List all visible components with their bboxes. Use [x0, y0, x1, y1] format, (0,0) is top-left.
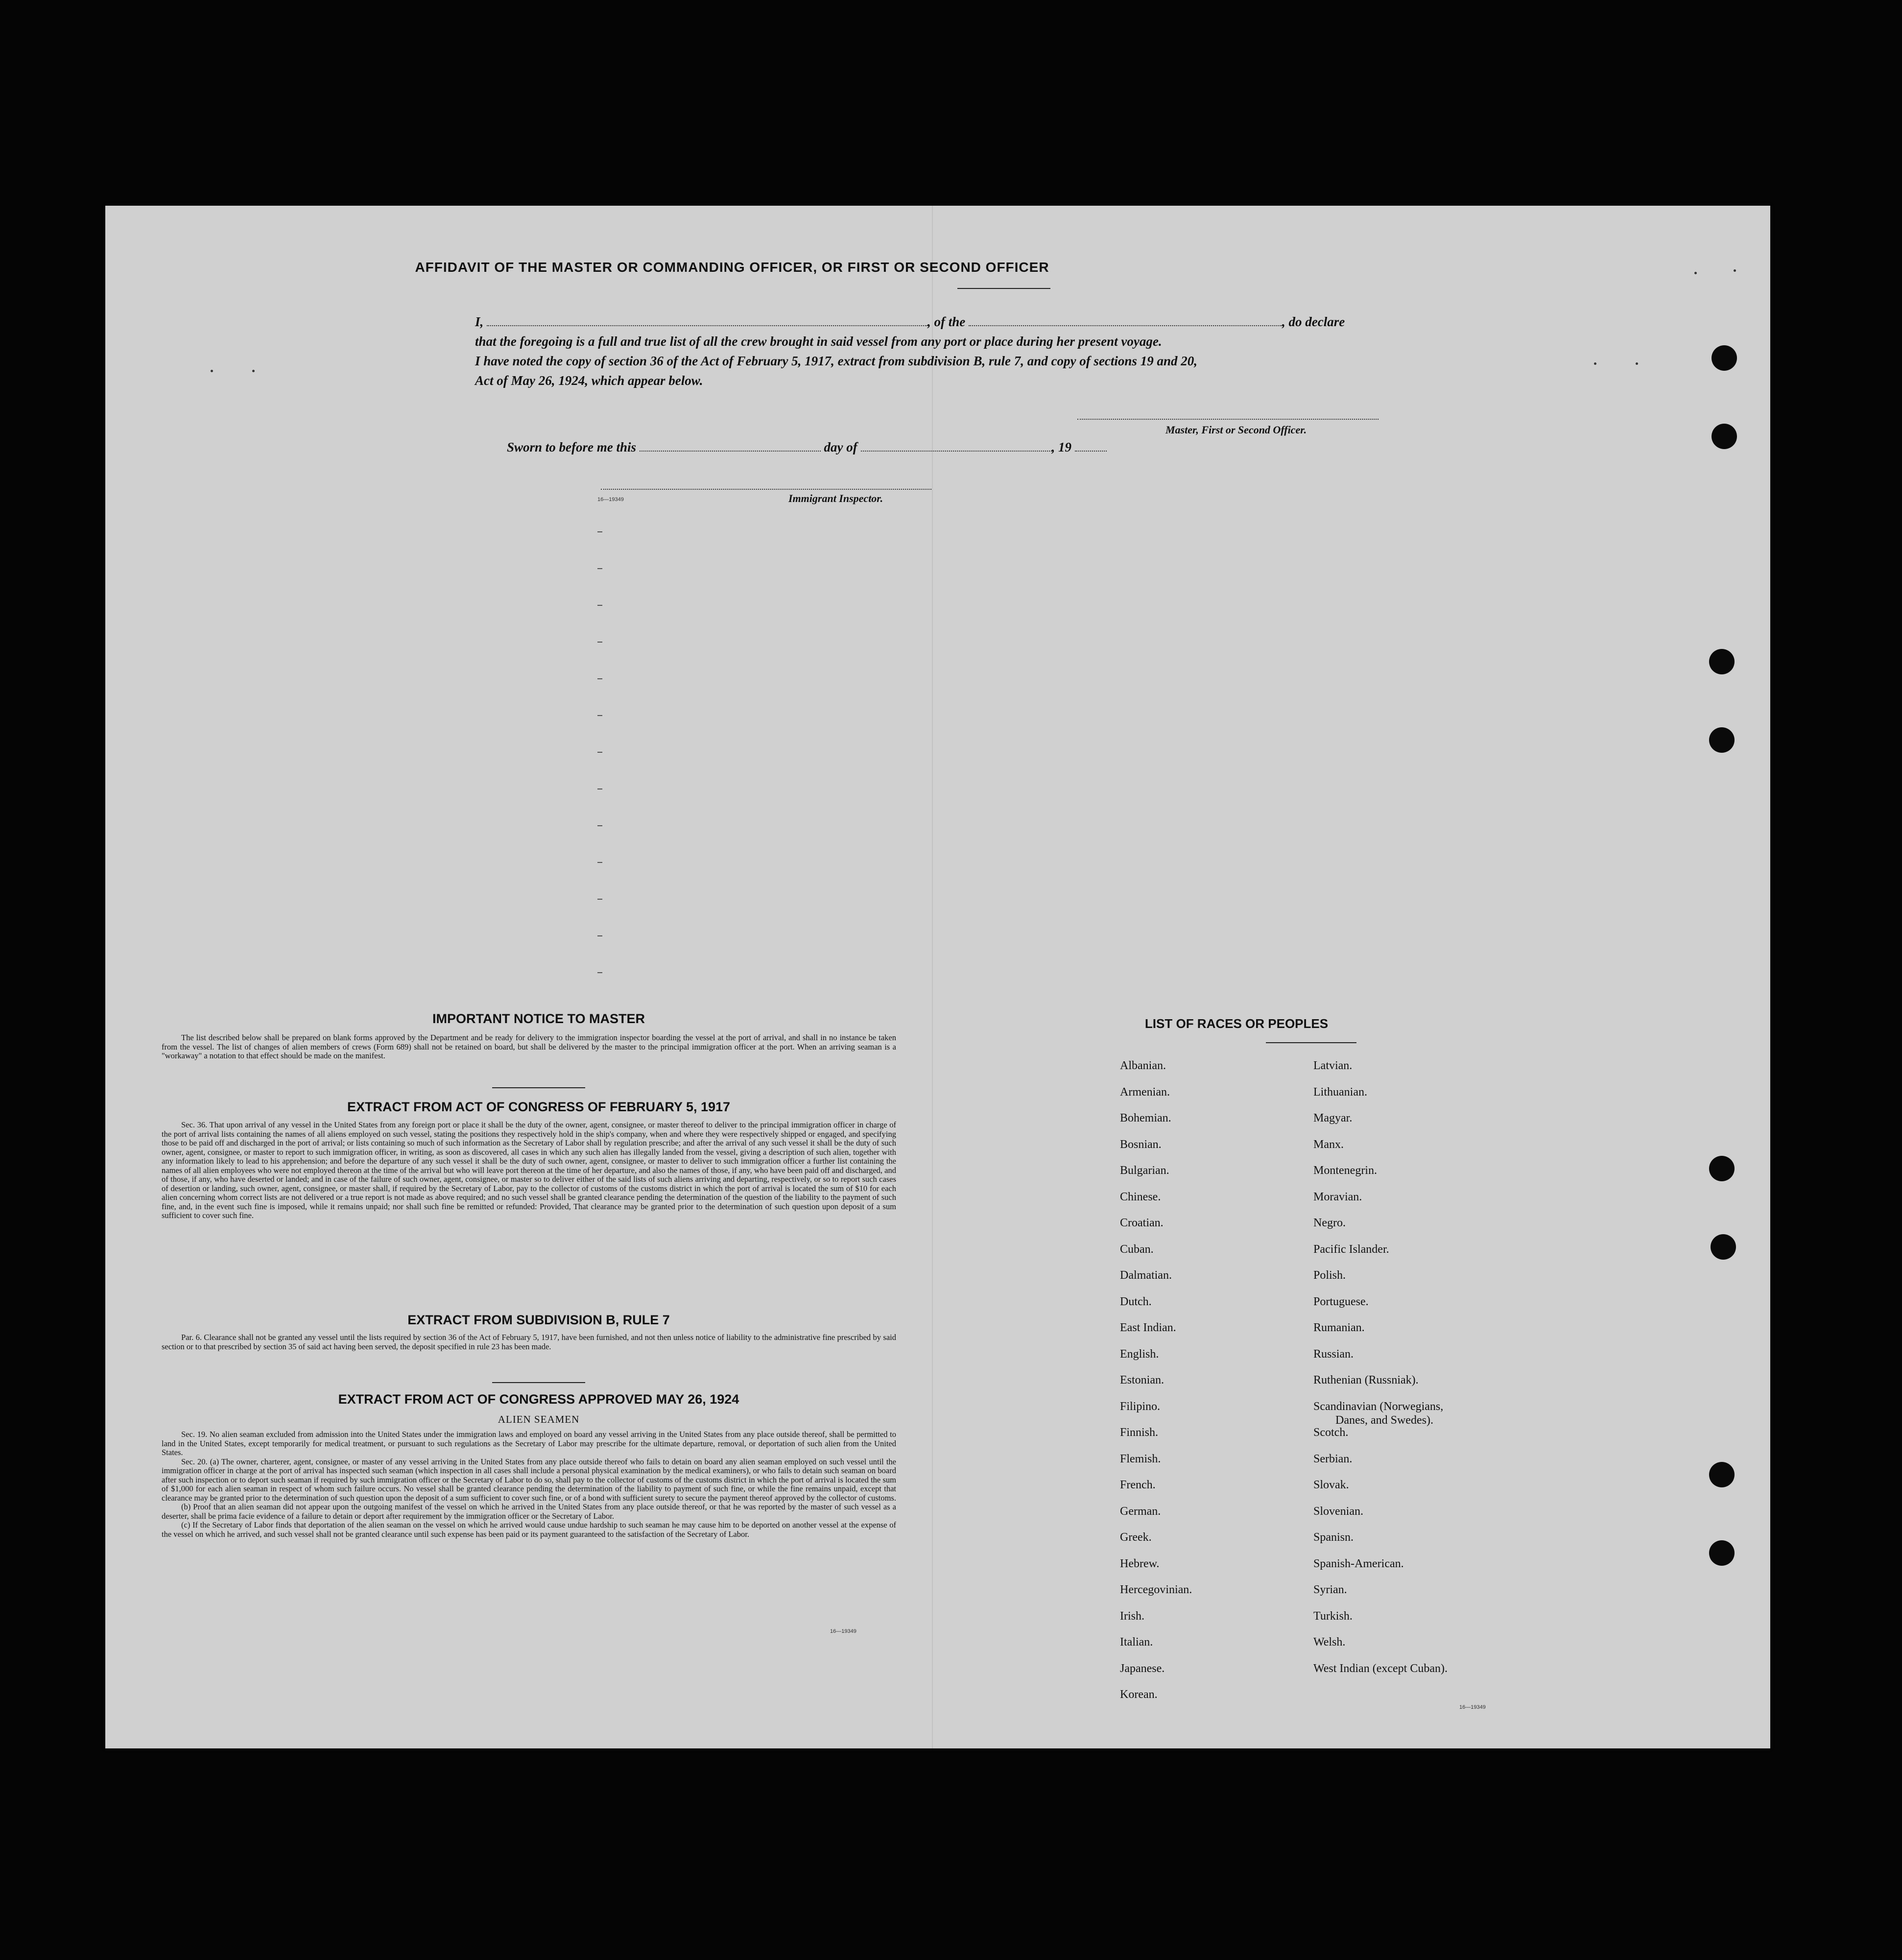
aff-i: I, — [475, 314, 484, 329]
faint-mark — [597, 531, 602, 532]
race-item: Syrian. — [1313, 1583, 1347, 1596]
race-item: Spanisn. — [1313, 1531, 1354, 1544]
divider-rule — [492, 1087, 585, 1088]
master-signature-label: Master, First or Second Officer. — [1165, 424, 1307, 436]
extract-1924-text — [162, 1430, 896, 1539]
race-item: Welsh. — [1313, 1636, 1346, 1649]
affidavit-line-3: I have noted the copy of section 36 of the Act of February 5, 1917, extract from subdivision B, rule 7, and copy of sections 19 and 20, — [475, 354, 1197, 368]
faint-mark — [597, 752, 602, 753]
race-item: Bulgarian. — [1120, 1164, 1169, 1177]
extract-1917-paragraph: Sec. 36. That upon arrival of any vessel in the United States from any foreign port or place it shall be the duty of the owner, agent, consignee, or master thereof to deliver to the principal immigration officer in charge of the port of arrival lists containing the names of all aliens employed on such vessel, stating the positions they respectively hold in the ship's company, when and where they were respectively shipped or engaged, and specifying those to be paid off and discharged in the port of arrival; or lists containing so much of such information as the Secretary of Labor shall by regulation prescribe; and after the arrival of any such vessel it shall be the duty of such owner, agent, consignee, or master to report to such immigration officer, in writing, as soon as discovered, all cases in which any such alien has illegally landed from the vessel, giving a description of such alien, together with any information likely to lead to his apprehension; and before the departure of any such vessel it shall be the duty of such owner, agent, consignee, or master to deliver to such immigration officer a further list containing the names of all alien employees who were not employed thereon at the time of the arrival but who will leave port thereon at the time of her departure, and also the names of those, if any, who have been paid off and discharged, and of those, if any, who have deserted or landed; and in case of the failure of such owner, agent, consignee, or master so to deliver either of the said lists of such aliens arriving and departing, respectively, or so to report such cases of desertion or landing, such owner, agent, consignee, or master shall, if required by the Secretary of Labor, pay to the collector of customs of the customs district in which the port of arrival is located the sum of $10 for each alien concerning whom correct lists are not delivered or a true report is not made as above required; and no such vessel shall be granted clearance pending the determination of the question of the liability to the payment of such fine, and, in the event such fine is imposed, while it remains unpaid; nor shall such fine be remitted or refunded: Provided, That clearance may be granted prior to the determination of such question upon deposit of a sum sufficient to cover such fine. — [162, 1120, 896, 1220]
race-item: Montenegrin. — [1313, 1164, 1377, 1177]
race-item: Spanish-American. — [1313, 1557, 1404, 1570]
races-left-column — [1120, 1053, 1192, 1708]
punch-hole — [1709, 1156, 1735, 1181]
race-item: West Indian (except Cuban). — [1313, 1662, 1448, 1675]
ink-speck — [1636, 362, 1638, 365]
punch-hole — [1712, 424, 1737, 449]
notice-title: IMPORTANT NOTICE TO MASTER — [432, 1011, 645, 1026]
race-item: Dutch. — [1120, 1295, 1152, 1308]
master-signature-line[interactable] — [1077, 419, 1379, 420]
race-item: Rumanian. — [1313, 1321, 1365, 1334]
extract-1917-text — [162, 1121, 896, 1220]
race-item: Dalmatian. — [1120, 1269, 1172, 1282]
faint-mark — [597, 568, 602, 569]
race-item: Italian. — [1120, 1636, 1153, 1649]
divider-rule — [492, 1382, 585, 1383]
extract-1924-subtitle: ALIEN SEAMEN — [498, 1413, 580, 1425]
sec20b-paragraph: (b) Proof that an alien seaman did not appear upon the outgoing manifest of the vessel on which he arrived in the United States from any place outside thereof, or that he was reported by the master of such vessel as a deserter, shall be prima facie evidence of a failure to detain or deport after requirement by the immigration officer or the Secretary of Labor. — [162, 1502, 896, 1521]
race-item: Hebrew. — [1120, 1557, 1160, 1570]
form-code-right: 16—19349 — [1459, 1704, 1486, 1710]
faint-mark — [597, 972, 602, 973]
faint-mark — [597, 605, 602, 606]
rule7-title: EXTRACT FROM SUBDIVISION B, RULE 7 — [407, 1313, 670, 1327]
aff-do-declare: , do declare — [1282, 314, 1345, 329]
sworn-year-blank[interactable] — [1075, 451, 1107, 452]
race-item: Hercegovinian. — [1120, 1583, 1192, 1596]
affidavit-line-4: Act of May 26, 1924, which appear below. — [475, 373, 703, 388]
notice-paragraph: The list described below shall be prepared on blank forms approved by the Department and be ready for delivery to the immigration inspector boarding the vessel at the port of arrival, and shall in no instance be taken from the vessel. The list of changes of alien members of crews (Form 689) shall not be retained on board, but shall be delivered by the master to the principal immigration officer at the port. When an arriving seaman is a "workaway" a notation to that effect should be made on the manifest. — [162, 1033, 896, 1060]
race-item: Bosnian. — [1120, 1138, 1162, 1151]
race-item-line: Scandinavian (Norwegians, — [1313, 1400, 1444, 1413]
faint-mark — [597, 678, 602, 679]
race-item: East Indian. — [1120, 1321, 1176, 1334]
ink-speck — [1694, 272, 1697, 274]
form-code-left: 16—19349 — [830, 1628, 856, 1634]
rule7-text — [162, 1333, 896, 1351]
faint-mark — [597, 715, 602, 716]
faint-mark — [597, 825, 602, 826]
ink-speck — [252, 370, 255, 372]
sworn-line — [507, 440, 1107, 455]
punch-hole — [1709, 1462, 1735, 1487]
affidavit-title: AFFIDAVIT OF THE MASTER OR COMMANDING OFFICER, OR FIRST OR SECOND OFFICER — [415, 260, 1049, 275]
sworn-day-blank[interactable] — [640, 451, 821, 452]
sworn-prefix: Sworn to before me this — [507, 440, 637, 454]
race-item: Armenian. — [1120, 1085, 1170, 1099]
ink-speck — [1594, 362, 1596, 365]
race-item: French. — [1120, 1479, 1156, 1491]
race-item: Flemish. — [1120, 1452, 1161, 1465]
race-item: Turkish. — [1313, 1609, 1353, 1623]
punch-hole — [1711, 1234, 1736, 1260]
races-title-rule — [1266, 1042, 1356, 1043]
race-item: Chinese. — [1120, 1190, 1161, 1203]
sec19-paragraph: Sec. 19. No alien seaman excluded from admission into the United States under the immigration laws and employed on board any vessel arriving in the United States from any place outside thereof, shall be permitted to land in the United States, except temporarily for medical treatment, or pursuant to such regulations as the Secretary of Labor may prescribe for the ultimate departure, removal, or deportation of such alien from the United States. — [162, 1430, 896, 1457]
race-item: Magyar. — [1313, 1112, 1353, 1124]
faint-mark — [597, 642, 602, 643]
affidavit-line-1 — [475, 314, 1345, 330]
sworn-month-blank[interactable] — [861, 451, 1052, 452]
race-item: Albanian. — [1120, 1059, 1166, 1072]
race-item: Serbian. — [1313, 1452, 1353, 1465]
sworn-year: , 19 — [1051, 440, 1072, 454]
faint-mark — [597, 899, 602, 900]
race-item: Negro. — [1313, 1217, 1346, 1229]
race-item: Estonian. — [1120, 1374, 1164, 1386]
race-item: Polish. — [1313, 1269, 1346, 1282]
punch-hole — [1709, 1540, 1735, 1566]
sec20a-paragraph: Sec. 20. (a) The owner, charterer, agent, consignee, or master of any vessel arriving in the United States from any place outside thereof who fails to detain on board any alien seaman employed on such vessel until the immigration officer in charge at the port of arrival has inspected such seaman (which inspection in all cases shall include a personal physical examination by the medical examiners), or who fails to detain such seaman on board after such inspection or to deport such seaman if required by such immigration officer or the Secretary of Labor to do so, shall pay to the collector of customs of the customs district in which the port of arrival is located the sum of $1,000 for each alien seaman in respect of whom such failure occurs. No vessel shall be granted clearance pending the determination of the liability to payment of such fine, or while the fine remains unpaid, except that clearance may be granted prior to the determination of such question upon the deposit of a sum sufficient to cover such fine, or of a bond with sufficient surety to secure the payment thereof approved by the collector of customs. — [162, 1457, 896, 1503]
race-item: German. — [1120, 1505, 1161, 1518]
rule7-paragraph: Par. 6. Clearance shall not be granted any vessel until the lists required by section 36 of the Act of February 5, 1917, have been furnished, and not then unless notice of liability to the administrative fine prescribed by said section or to that prescribed by section 35 of said act having been served, the deposit specified in rule 23 has been made. — [162, 1333, 896, 1351]
race-item: Moravian. — [1313, 1190, 1362, 1203]
extract-1917-title: EXTRACT FROM ACT OF CONGRESS OF FEBRUARY 5, 1917 — [347, 1100, 731, 1114]
notice-text — [162, 1033, 896, 1061]
race-item: Latvian. — [1313, 1059, 1353, 1072]
race-item: Russian. — [1313, 1347, 1354, 1361]
race-item: Croatian. — [1120, 1217, 1164, 1229]
race-item: Slovak. — [1313, 1479, 1349, 1491]
race-item: Portuguese. — [1313, 1295, 1369, 1308]
sworn-day-of: day of — [824, 440, 857, 454]
form-code-top: 16—19349 — [597, 497, 624, 502]
race-item — [1313, 1394, 1448, 1427]
race-item: English. — [1120, 1347, 1159, 1361]
race-item: Filipino. — [1120, 1400, 1161, 1413]
ink-speck — [1734, 269, 1736, 272]
race-item: Greek. — [1120, 1531, 1152, 1544]
race-item: Cuban. — [1120, 1243, 1154, 1256]
race-item: Finnish. — [1120, 1426, 1159, 1439]
races-title: LIST OF RACES OR PEOPLES — [1144, 1016, 1329, 1031]
extract-1924-title: EXTRACT FROM ACT OF CONGRESS APPROVED MAY 26, 1924 — [338, 1392, 739, 1407]
document-page — [105, 206, 1770, 1748]
race-item: Scotch. — [1313, 1426, 1349, 1439]
race-item: Lithuanian. — [1313, 1085, 1367, 1099]
punch-hole — [1709, 649, 1735, 674]
races-right-column — [1313, 1053, 1448, 1682]
sec20c-paragraph: (c) If the Secretary of Labor finds that deportation of the alien seaman on the vessel on which he arrived would cause undue hardship to such seaman he may cause him to be deported on another vessel at the expense of the vessel on which he arrived, and such vessel shall not be granted clearance until such expense has been paid or its payment guaranteed to the satisfaction of the Secretary of Labor. — [162, 1520, 896, 1539]
name-blank[interactable] — [487, 325, 927, 326]
inspector-label: Immigrant Inspector. — [788, 492, 883, 504]
race-item: Japanese. — [1120, 1662, 1165, 1675]
race-item-line: Danes, and Swedes). — [1335, 1413, 1433, 1427]
inspector-signature-line[interactable] — [601, 489, 931, 490]
race-item: Bohemian. — [1120, 1112, 1171, 1124]
race-item: Manx. — [1313, 1138, 1344, 1151]
affidavit-line-2: that the foregoing is a full and true list of all the crew brought in said vessel from any port or place during her present voyage. — [475, 334, 1162, 349]
race-item: Slovenian. — [1313, 1505, 1363, 1518]
aff-of-the: , of the — [927, 314, 966, 329]
faint-mark — [597, 935, 602, 936]
page-fold — [932, 206, 933, 1748]
title-rule — [957, 288, 1050, 289]
punch-hole — [1712, 345, 1737, 371]
race-item: Ruthenian (Russniak). — [1313, 1374, 1419, 1386]
race-item: Irish. — [1120, 1609, 1144, 1623]
ink-speck — [211, 370, 213, 372]
faint-mark — [597, 862, 602, 863]
race-item: Korean. — [1120, 1688, 1158, 1701]
vessel-blank[interactable] — [969, 325, 1282, 326]
race-item: Pacific Islander. — [1313, 1243, 1389, 1256]
punch-hole — [1709, 727, 1735, 753]
